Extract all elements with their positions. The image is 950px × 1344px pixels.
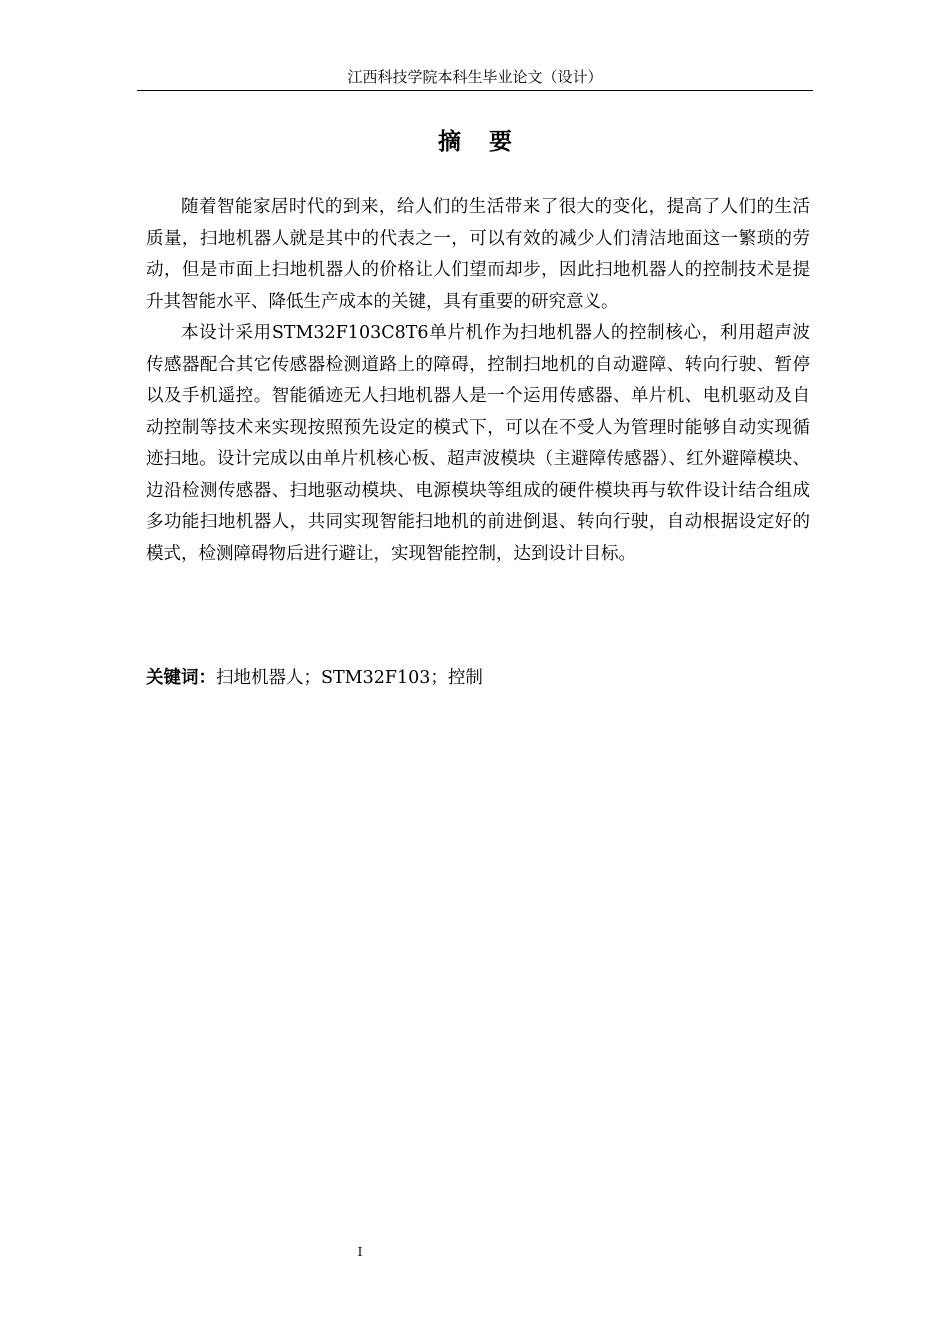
keywords-line — [146, 664, 810, 692]
page-title: 摘要 — [438, 129, 540, 155]
keywords-label: 关键词： — [146, 668, 216, 688]
header-text: 江西科技学院本科生毕业论文（设计） — [347, 68, 603, 86]
abstract-paragraph: 本设计采用STM32F103C8T6单片机作为扫地机器人的控制核心，利用超声波传感器配合其它传感器检测道路上的障碍，控制扫地机的自动避障、转向行驶、暂停以及手机遥控。智能循迹无人扫地机器人是一个运用传感器、单片机、电机驱动及自动控制等技术来实现按照预先设定的模式下，可以在不受人为管理时能够自动实现循迹扫地。设计完成以由单片机核心板、超声波模块（主避障传感器）、红外避障模块、边沿检测传感器、扫地驱动模块、电源模块等组成的硬件模块再与软件设计结合组成多功能扫地机器人，共同实现智能扫地机的前进倒退、转向行驶，自动根据设定好的模式，检测障碍物后进行避让，实现智能控制，达到设计目标。 — [146, 323, 810, 564]
page-number: I — [357, 1245, 363, 1259]
page-header — [137, 66, 813, 91]
abstract-body — [146, 192, 810, 570]
keywords-value: 扫地机器人；STM32F103；控制 — [216, 668, 483, 688]
abstract-paragraph: 随着智能家居时代的到来，给人们的生活带来了很大的变化，提高了人们的生活质量，扫地机器人就是其中的代表之一，可以有效的减少人们清洁地面这一繁琐的劳动，但是市面上扫地机器人的价格让人们望而却步，因此扫地机器人的控制技术是提升其智能水平、降低生产成本的关键，具有重要的研究意义。 — [146, 197, 810, 312]
